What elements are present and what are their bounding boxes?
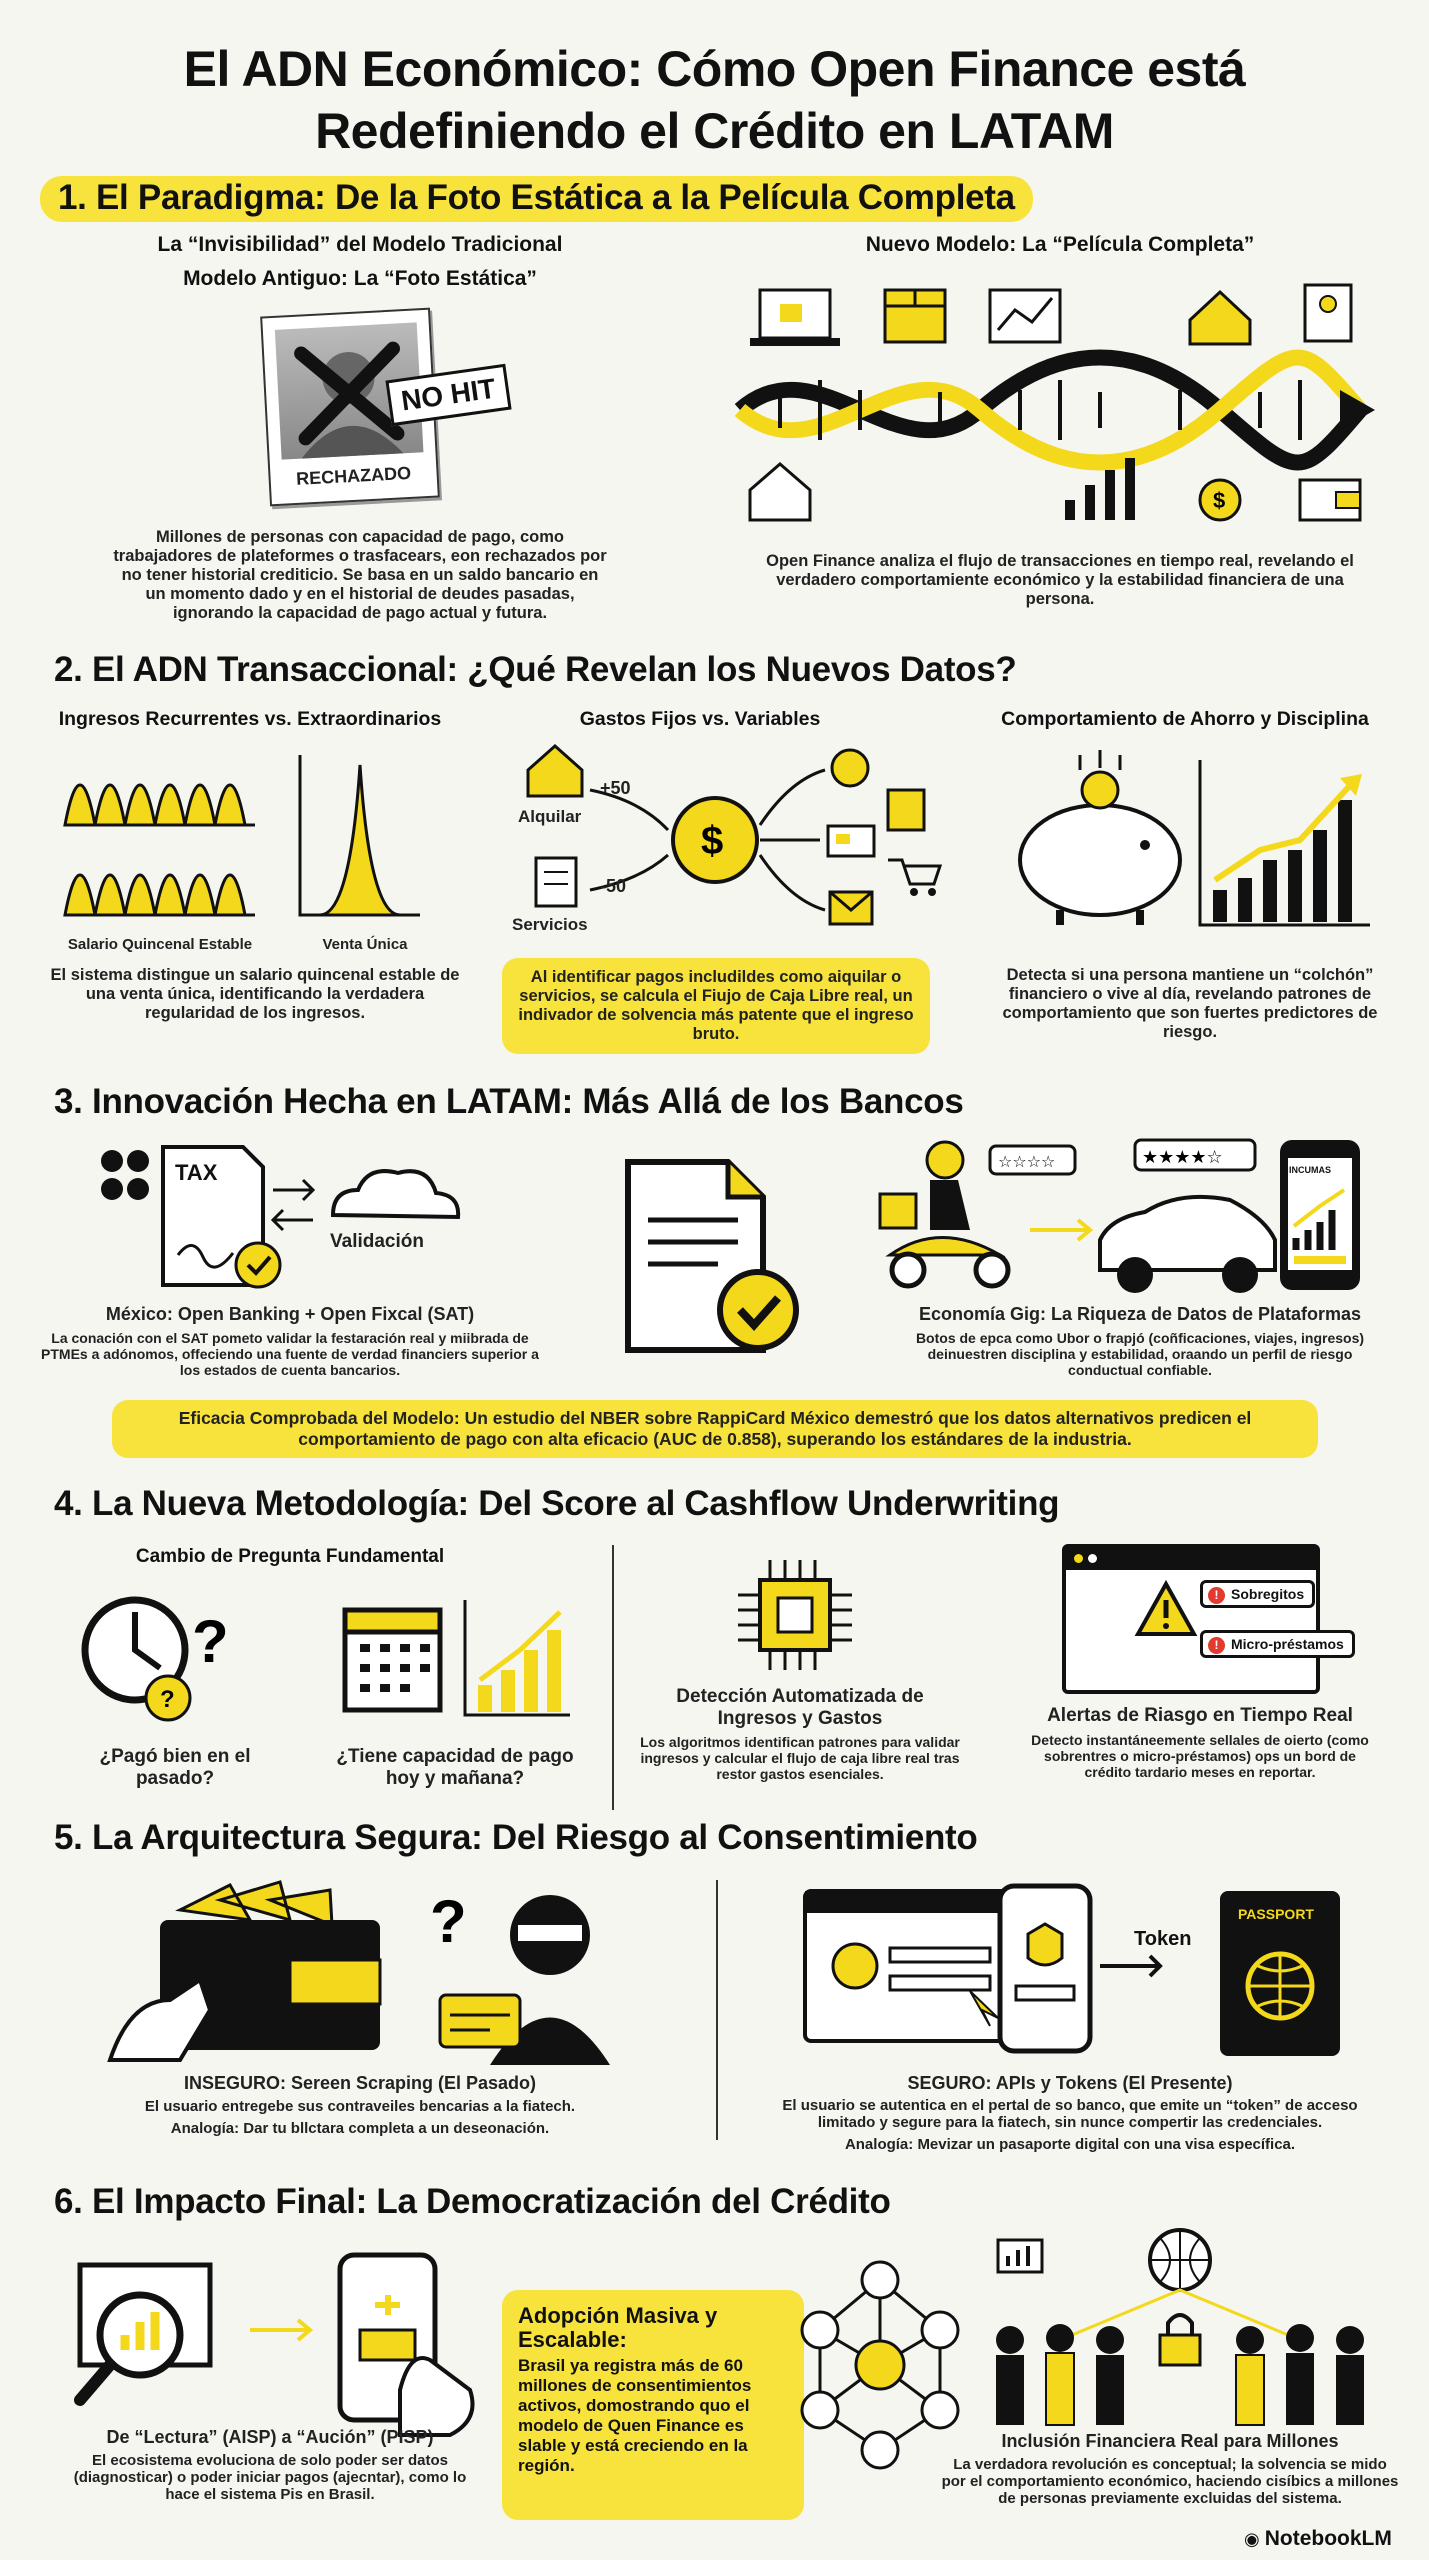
s2-col1-title: Ingresos Recurrentes vs. Extraordinarios: [58, 708, 442, 730]
document-icon: [888, 790, 924, 830]
svg-text:?: ?: [160, 1686, 175, 1713]
s1-left-subtitle-2: Modelo Antiguo: La “Foto Estática”: [183, 267, 537, 290]
adoption-text: Brasil ya registra más de 60 millones de consentimientos activos, domostrando quo el modelo de Quen Finance es slable y está creciendo en la región.: [518, 2356, 752, 2475]
gig-economy-illustration: [880, 1130, 1400, 1310]
passport-label: PASSPORT: [1238, 1906, 1314, 1922]
wallet-cash-icon: [110, 1882, 380, 2060]
s6-c1-title: De “Lectura” (AISP) a “Aución” (PISP): [106, 2427, 434, 2447]
tag-microloans: [1200, 1630, 1355, 1658]
calendar-icon: [345, 1610, 440, 1710]
globe-icon: [1150, 2230, 1210, 2290]
tag-microloans-label: Micro-préstamos: [1231, 1636, 1344, 1652]
bill-icon: [536, 858, 576, 906]
section-2-heading: 2. El ADN Transaccional: ¿Qué Revelan los Nuevos Datos?: [54, 650, 1017, 689]
no-hit-stamp: NO HIT: [385, 364, 511, 426]
svg-text:?: ?: [192, 1608, 229, 1675]
s2-col2-title: Gastos Fijos vs. Variables: [579, 708, 821, 730]
gig-text: Botos de epca como Ubor o frapjó (coñficaciones, viajes, ingresos) deinuestren disciplina y estabilidad, oraando un perfil de riesgo conductual confiable.: [915, 1330, 1365, 1378]
house-icon-2: [750, 464, 810, 520]
small-chart-icon: [998, 2240, 1042, 2272]
rejected-label: RECHAZADO: [295, 462, 412, 489]
s2-col3-title: Comportamiento de Ahorro y Disciplina: [1001, 708, 1369, 730]
s2-minus: -50: [600, 876, 627, 896]
rating-bubble-icon-2: [1135, 1140, 1255, 1170]
s2-plus: +50: [600, 778, 631, 798]
s1-left-subtitle-1: La “Invisibilidad” del Modelo Tradicional: [157, 233, 563, 256]
mexico-text: La conación con el SAT pometo validar la festaración real y miibrada de PTMEs a adónomos, offeciendo una fuente de verdad financiers superior a los estados de cuenta bancarios.: [41, 1330, 539, 1378]
s1-left-text: Millones de personas con capacidad de pago, como trabajadores de plateformes o trasfacears, eon rechazados por no tener historial crediticio. Se basa en un saldo bancario en un momento dado y en el historial de deudes pasadas, ignorando la capacidad de pago actual y futura.: [113, 528, 607, 622]
detection-title: Detección Automatizada de Ingresos y Gastos: [676, 1686, 924, 1729]
cashflow-diagram: [510, 740, 950, 940]
footer-brand-label: NotebookLM: [1264, 2527, 1392, 2550]
svg-text:$: $: [1213, 488, 1226, 513]
adoption-box: [502, 2290, 804, 2520]
footer-brand: [1244, 2527, 1392, 2551]
alert-title: Alertas de Riasgo en Tiempo Real: [1047, 1705, 1353, 1726]
alert-red-icon-2: !: [1208, 1637, 1225, 1654]
alert-window: [1062, 1544, 1320, 1694]
question-change-illustration: [80, 1590, 580, 1740]
notebooklm-logo-icon: ◉: [1244, 2529, 1265, 2549]
id-card-icon: [1305, 285, 1351, 341]
s6-c3-title: Inclusión Financiera Real para Millones: [1001, 2431, 1339, 2451]
cloud-icon: [333, 1171, 458, 1217]
s2-col2-text: Al identificar pagos includildes como aiquilar o servicios, se calcula el Fiujo de Caja Libre real, un indivador de solvencia más patente que el ingreso bruto.: [502, 958, 930, 1054]
rating-bubble-icon: [990, 1146, 1075, 1174]
savings-illustration: [1000, 750, 1400, 930]
alert-text: Detecto instantáneemente sellales de oierto (como sobrentres o micro-préstamos) ops un bord de crédito tardario meses en reportar.: [1031, 1732, 1369, 1780]
alert-window-titlebar: [1066, 1548, 1316, 1570]
svg-text:☆☆☆☆: ☆☆☆☆: [998, 1152, 1056, 1171]
svg-text:?: ?: [430, 1888, 467, 1955]
s2-label-single-sale: Venta Única: [322, 936, 408, 953]
s5-left-title: INSEGURO: Sereen Scraping (El Pasado): [183, 2073, 537, 2093]
smartphone-chart-icon: [1280, 1140, 1360, 1290]
s5-right-title: SEGURO: APIs y Tokens (El Presente): [907, 2073, 1233, 2093]
envelope-icon: [830, 892, 872, 924]
s2-alquilar: Alquilar: [518, 807, 582, 826]
q1-past: ¿Pagó bien en el pasado?: [99, 1746, 251, 1789]
section-5-heading: 5. La Arquitectura Segura: Del Riesgo al Consentimiento: [54, 1818, 978, 1857]
s5-divider: [716, 1880, 718, 2140]
title-line-2: Redefiniendo el Crédito en LATAM: [315, 103, 1114, 159]
grid-dots-icon: [101, 1150, 149, 1200]
page-title: [0, 38, 1429, 162]
tax-validation-illustration: [98, 1145, 478, 1295]
phone-label: INCUMAS: [1289, 1165, 1331, 1175]
s6-c1-text: El ecosistema evoluciona de solo poder ser datos (diagnosticar) o poder iniciar pagos (ajecntar), como lo hace el sistema Pis en Brasil.: [73, 2452, 467, 2503]
svg-text:★★★★☆: ★★★★☆: [1142, 1147, 1223, 1168]
section-1-heading: 1. El Paradigma: De la Foto Estática a la Película Completa: [40, 176, 1033, 222]
s2-col3-text: Detecta si una persona mantiene un “colchón” financiero o vive al día, revelando patrones de comportamiento que son fuertes predictores de riesgo.: [1002, 966, 1378, 1041]
dollar-coin-icon: [1200, 480, 1240, 520]
s5-left-text-2: Analogía: Dar tu bllctara completa a un deseonación.: [170, 2120, 550, 2137]
rising-bars-icon: [465, 1600, 570, 1715]
box-icon: [885, 290, 945, 342]
car-icon: [1100, 1197, 1275, 1293]
token-label: Token: [1134, 1928, 1192, 1950]
svg-text:$: $: [701, 819, 724, 863]
title-line-1: El ADN Económico: Cómo Open Finance está: [183, 41, 1246, 97]
card-icon: [828, 826, 874, 856]
s4-divider: [612, 1545, 614, 1810]
coin-icon: [832, 750, 868, 786]
efficacy-banner: Eficacia Comprobada del Modelo: Un estudio del NBER sobre RappiCard México demestró que los datos alternativos predicen el comportamiento de pago con alta eficacio (AUC de 0.858), superando los estándares de la industria.: [112, 1400, 1318, 1458]
people-crowd-icon: [996, 2315, 1364, 2425]
login-window-icon: [805, 1891, 1010, 2041]
mexico-title: México: Open Banking + Open Fixcal (SAT): [105, 1304, 475, 1324]
gig-title: Economía Gig: La Riqueza de Datos de Plataformas: [918, 1304, 1362, 1324]
detection-text: Los algoritmos identifican patrones para validar ingresos y calcular el flujo de caja libre real tras restor gastos esenciales.: [640, 1734, 960, 1782]
income-waves-chart: [60, 745, 460, 925]
laptop-icon: [750, 290, 840, 346]
growth-chart-icon: [1200, 760, 1370, 925]
section-4-heading: 4. La Nueva Metodología: Del Score al Cashflow Underwriting: [54, 1484, 1060, 1523]
document-check-icon: [618, 1160, 798, 1360]
section-3-heading: 3. Innovación Hecha en LATAM: Más Allá de los Bancos: [54, 1082, 964, 1121]
s1-right-text: Open Finance analiza el flujo de transacciones en tiempo real, revelando el verdadero comportamiente económico y la estabilidad financiera de una persona.: [766, 552, 1354, 608]
s5-right-text-2: Analogía: Mevizar un pasaporte digital con una visa específica.: [844, 2136, 1296, 2153]
s5-right-text-1: El usuario se autentica en el pertal de so banco, que emite un “token” de acceso limitado y segure para la fiatech, sin nunce compertir las credenciales.: [782, 2097, 1358, 2131]
clock-icon: [85, 1600, 229, 1720]
dna-flow-illustration: [740, 280, 1380, 540]
s6-c3-text: La verdadora revolución es conceptual; la solvencia se mido por el comportamiento económico, haciendo cisíbics a millones de personas previamente excluidas del sistema.: [941, 2456, 1399, 2507]
tax-label: TAX: [175, 1160, 218, 1185]
adoption-title: Adopción Masiva y Escalable:: [518, 2303, 718, 2352]
s2-col1-text: El sistema distingue un salario quincenal estable de una venta única, identificando la verdadera regularidad de los ingresos.: [50, 966, 460, 1022]
chip-icon: [730, 1555, 860, 1675]
s2-label-salary: Salario Quincenal Estable: [67, 936, 253, 953]
inclusion-crowd-illustration: [980, 2220, 1390, 2430]
s1-right-subtitle: Nuevo Modelo: La “Película Completa”: [865, 233, 1255, 256]
magnifier-report-icon: [80, 2265, 210, 2400]
cart-icon: [888, 860, 940, 896]
s4-subtitle: Cambio de Pregunta Fundamental: [135, 1546, 445, 1567]
phone-lock-icon: [1000, 1886, 1090, 2051]
hand-phone-icon: [340, 2255, 473, 2435]
tag-overdraft-label: Sobregitos: [1231, 1586, 1305, 1602]
wallet-icon: [1300, 480, 1360, 520]
warning-icon: [1136, 1582, 1196, 1638]
house-icon-3: [528, 746, 582, 796]
screen-scraping-illustration: [110, 1880, 710, 2070]
thief-icon: [430, 1888, 610, 2065]
house-icon: [1190, 292, 1250, 344]
validation-label: Validación: [330, 1231, 424, 1252]
alert-red-icon: !: [1208, 1587, 1225, 1604]
tag-overdraft: [1200, 1580, 1315, 1608]
s5-left-text-1: El usuario entregebe sus contraveiles bencarias a la fiatech.: [144, 2098, 576, 2115]
s2-servicios: Servicios: [512, 915, 588, 934]
aisp-pisp-illustration: [70, 2250, 490, 2440]
chart-icon: [990, 290, 1060, 342]
q2-future: ¿Tiene capacidad de pago hoy y mañana?: [336, 1746, 574, 1789]
piggy-bank-icon: [1020, 750, 1180, 925]
section-6-heading: 6. El Impacto Final: La Democratización del Crédito: [54, 2182, 891, 2221]
